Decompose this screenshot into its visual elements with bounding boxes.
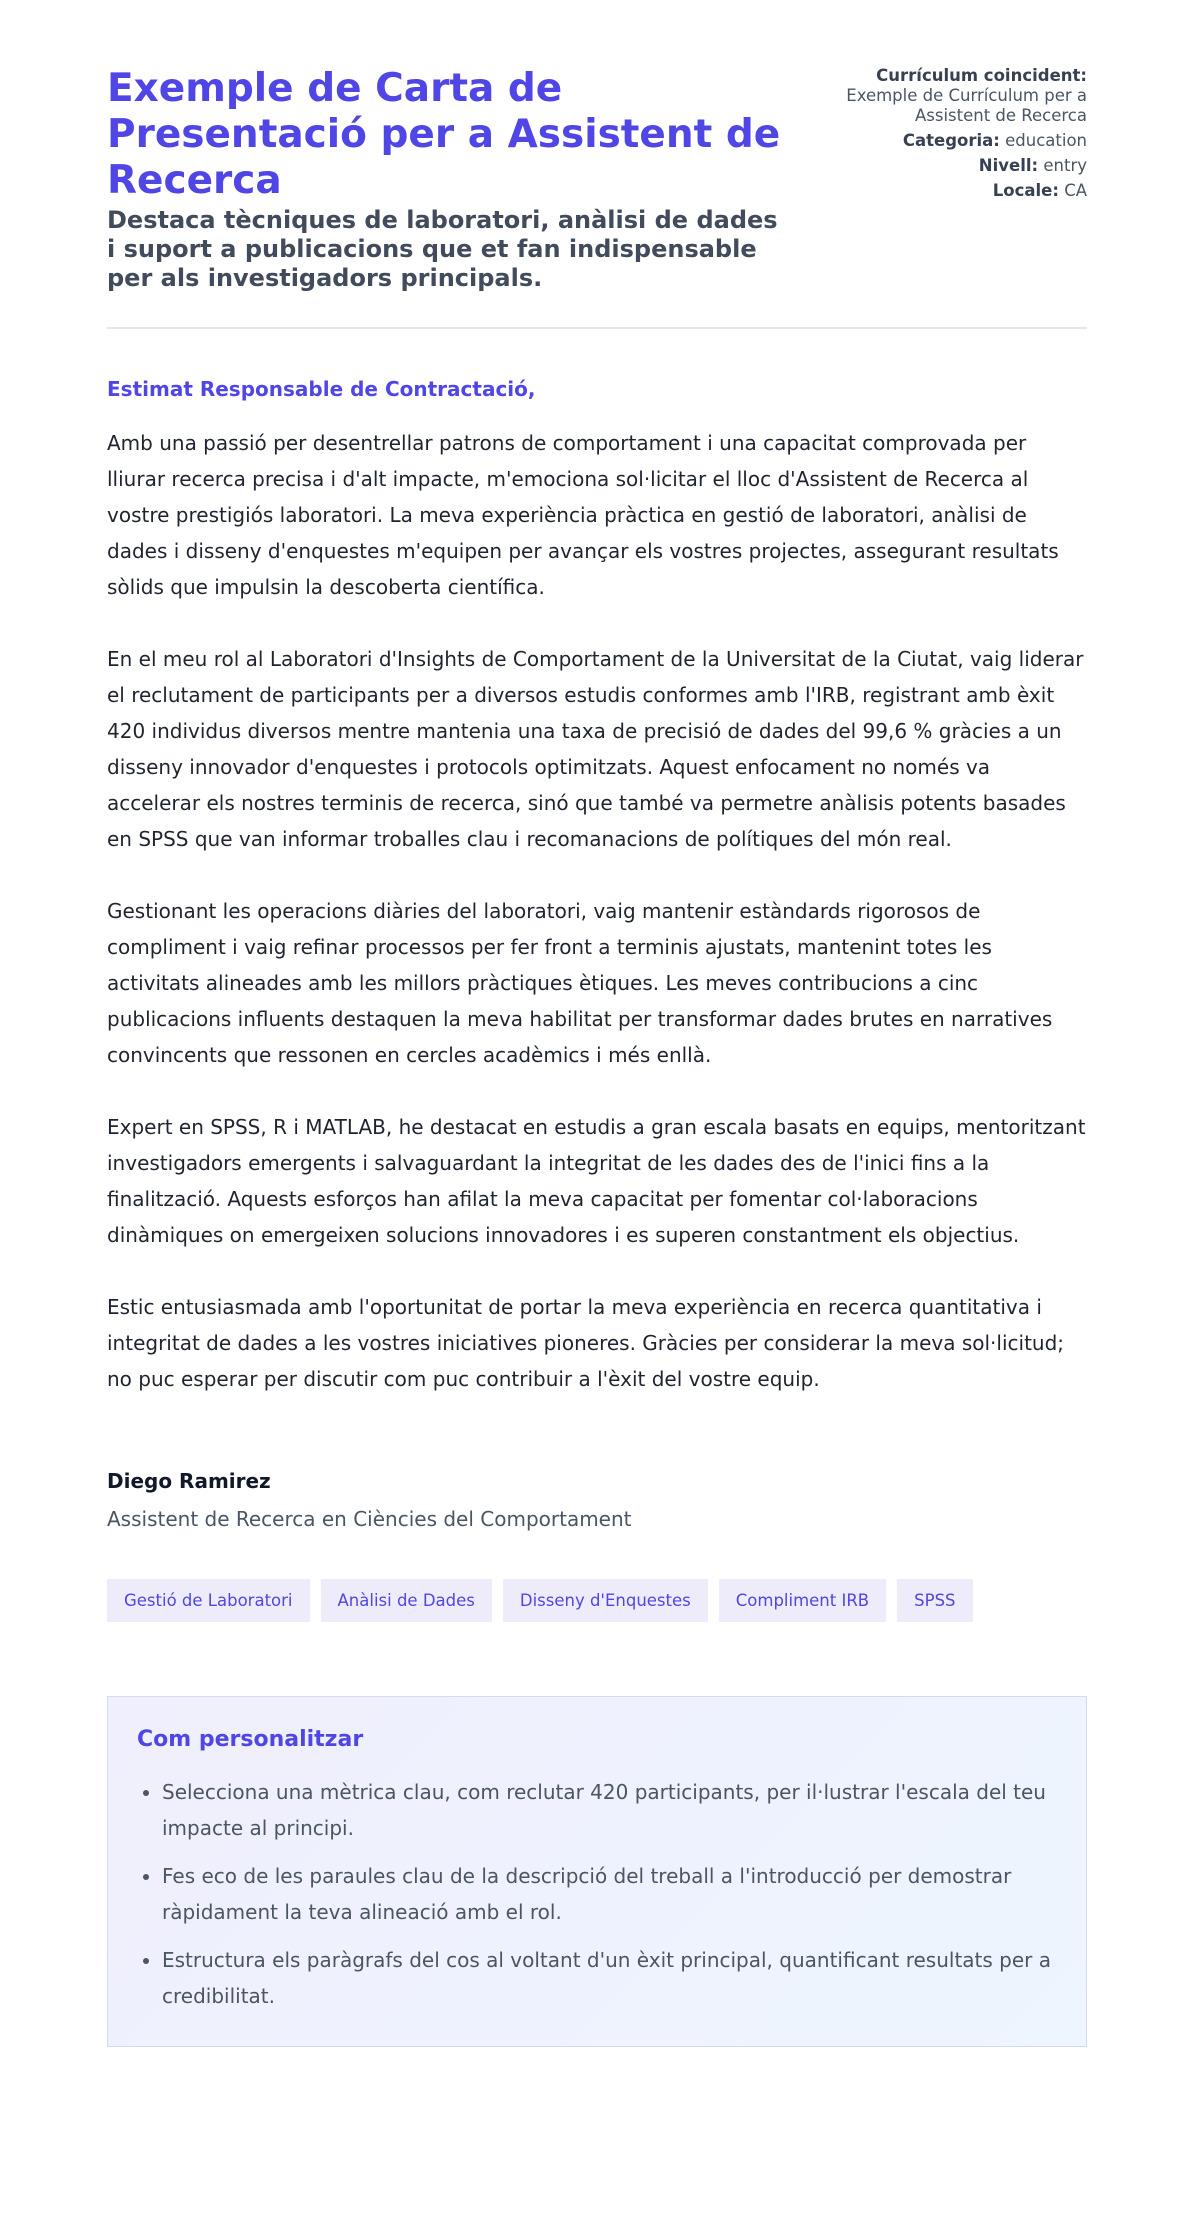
meta-category-value: education [1005,131,1087,150]
meta-resume-value: Exemple de Currículum per a Assistent de Recerca [846,86,1087,125]
tips-list [137,1774,1056,2014]
letter-paragraph: Amb una passió per desentrellar patrons de comportament i una capacitat comprovada per lliurar recerca precisa i d'alt impacte, m'emociona sol·licitar el lloc d'Assistent de Recerca al vostre prestigiós laboratori. La meva experiència pràctica en gestió de laboratori, anàlisi de dades i disseny d'enquestes m'equipen per avançar els vostres projectes, assegurant resultats sòlids que impulsin la descoberta científica. [107,431,1059,599]
skill-tag: Gestió de Laboratori [107,1579,310,1622]
letter-paragraph: Expert en SPSS, R i MATLAB, he destacat en estudis a gran escala basats en equips, mentoritzant investigadors emergents i salvaguardant la integritat de les dades des de l'inici fins a la finalització. Aquests esforços han afilat la meva capacitat per fomentar col·laboracions dinàmiques on emergeixen solucions innovadores i es superen constantment els objectius. [107,1115,1086,1247]
skill-tag: Anàlisi de Dades [321,1579,492,1622]
meta-level-label: Nivell: [978,156,1039,175]
tip-item: • Fes eco de les paraules clau de la descripció del treball a l'introducció per demostrar ràpidament la teva alineació amb el rol. [162,1858,1056,1930]
header-main [107,66,807,293]
page-subtitle: Destaca tècniques de laboratori, anàlisi de dades i suport a publicacions que et fan indispensable per als investigadors principals. [107,206,778,292]
meta-resume [837,66,1087,126]
signature-title: Assistent de Recerca en Ciències del Comportament [107,1507,632,1531]
skill-tag: Compliment IRB [719,1579,886,1622]
letter-paragraph: Gestionant les operacions diàries del laboratori, vaig mantenir estàndards rigorosos de compliment i vaig refinar processos per fer front a terminis ajustats, mantenint totes les activitats alineades amb les millors pràctiques ètiques. Les meves contribucions a cinc publicacions influents destaquen la meva habilitat per transformar dades brutes en narratives convincents que ressonen en cercles acadèmics i més enllà. [107,899,1053,1067]
divider [107,327,1087,329]
skill-tag: SPSS [897,1579,972,1622]
meta-level-value: entry [1043,156,1087,175]
skill-tags [107,1579,1087,1622]
meta-panel [837,66,1087,206]
meta-resume-label: Currículum coincident: [876,66,1087,85]
letter-paragraph: Estic entusiasmada amb l'oportunitat de portar la meva experiència en recerca quantitativa i integritat de dades a les vostres iniciatives pioneres. Gràcies per considerar la meva sol·licitud; no puc esperar per discutir com puc contribuir a l'èxit del vostre equip. [107,1295,1065,1391]
tips-heading: Com personalitzar [137,1727,364,1752]
tip-item: • Selecciona una mètrica clau, com reclutar 420 participants, per il·lustrar l'escala del teu impacte al principi. [162,1774,1056,1846]
page-title: Exemple de Carta de Presentació per a Assistent de Recerca [107,66,781,203]
salutation: Estimat Responsable de Contractació, [107,377,536,401]
meta-level [837,156,1087,176]
tip-item: • Estructura els paràgrafs del cos al voltant d'un èxit principal, quantificant resultats per a credibilitat. [162,1942,1056,2014]
skill-tag: Disseny d'Enquestes [503,1579,708,1622]
meta-locale [837,181,1087,201]
customization-tips [107,1696,1087,2047]
header [107,66,1087,293]
signature-name: Diego Ramirez [107,1469,271,1493]
letter-paragraph: En el meu rol al Laboratori d'Insights de Comportament de la Universitat de la Ciutat, vaig liderar el reclutament de participants per a diversos estudis conformes amb l'IRB, registrant amb èxit 420 individus diversos mentre mantenia una taxa de precisió de dades del 99,6 % gràcies a un disseny innovador d'enquestes i protocols optimitzats. Aquest enfocament no només va accelerar els nostres terminis de recerca, sinó que també va permetre anàlisis potents basades en SPSS que van informar troballes clau i recomanacions de polítiques del món real. [107,647,1084,851]
meta-category-label: Categoria: [902,131,1000,150]
meta-locale-label: Locale: [992,181,1059,200]
meta-locale-value: CA [1064,181,1087,200]
letter-body [107,377,1087,1531]
meta-category [837,131,1087,151]
